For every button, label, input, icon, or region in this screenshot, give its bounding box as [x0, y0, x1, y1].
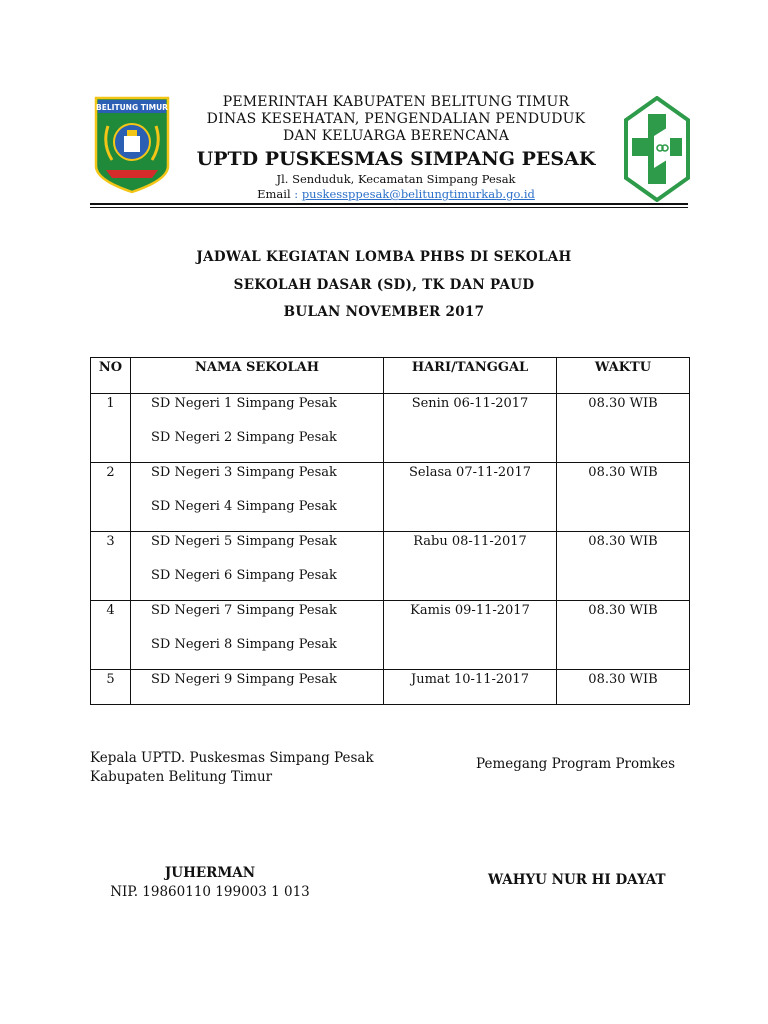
school-name: SD Negeri 4 Simpang Pesak: [151, 499, 337, 514]
col-header-time: WAKTU: [557, 358, 690, 394]
belitung-timur-logo: [94, 96, 170, 194]
row-no: 3: [91, 532, 131, 601]
row-schools: [131, 463, 384, 532]
row-schools: [131, 532, 384, 601]
row-date: Kamis 09-11-2017: [384, 601, 557, 670]
doc-title-1: JADWAL KEGIATAN LOMBA PHBS DI SEKOLAH: [196, 249, 572, 265]
schedule-table: [90, 357, 690, 705]
school-name: SD Negeri 6 Simpang Pesak: [151, 568, 337, 583]
doc-title-2: SEKOLAH DASAR (SD), TK DAN PAUD: [233, 277, 535, 293]
school-name: SD Negeri 8 Simpang Pesak: [151, 637, 337, 652]
row-schools: [131, 394, 384, 463]
email-separator: :: [294, 187, 299, 201]
gov-line-3: DAN KELUARGA BERENCANA: [282, 128, 510, 144]
header-rule-thin: [90, 207, 688, 208]
signature-right-name: WAHYU NUR HI DAYAT: [488, 872, 666, 888]
row-time: 08.30 WIB: [557, 601, 690, 670]
school-name: SD Negeri 3 Simpang Pesak: [151, 465, 337, 480]
address: Jl. Senduduk, Kecamatan Simpang Pesak: [276, 172, 516, 186]
row-no: 4: [91, 601, 131, 670]
row-date: Rabu 08-11-2017: [384, 532, 557, 601]
table-row: [91, 670, 690, 705]
row-schools: [131, 670, 384, 705]
email-link[interactable]: puskessppesak@belitungtimurkab.go.id: [301, 187, 535, 201]
school-name: SD Negeri 2 Simpang Pesak: [151, 430, 337, 445]
gov-line-2: DINAS KESEHATAN, PENGENDALIAN PENDUDUK: [206, 111, 586, 127]
logo-left-text: BELITUNG TIMUR: [96, 103, 168, 112]
org-name: UPTD PUSKESMAS SIMPANG PESAK: [196, 148, 596, 170]
signature-left-title-2: Kabupaten Belitung Timur: [90, 769, 273, 785]
row-no: 5: [91, 670, 131, 705]
doc-title-3: BULAN NOVEMBER 2017: [283, 304, 485, 320]
col-header-no: NO: [91, 358, 131, 394]
signature-left-name: JUHERMAN: [164, 865, 256, 881]
signature-left-title-1: Kepala UPTD. Puskesmas Simpang Pesak: [90, 750, 374, 766]
signature-right-title: Pemegang Program Promkes: [476, 756, 676, 772]
row-schools: [131, 601, 384, 670]
row-time: 08.30 WIB: [557, 532, 690, 601]
table-row: [91, 601, 690, 670]
row-date: Jumat 10-11-2017: [384, 670, 557, 705]
table-row: [91, 532, 690, 601]
email-line: [190, 187, 602, 202]
col-header-date: HARI/TANGGAL: [384, 358, 557, 394]
school-name: SD Negeri 7 Simpang Pesak: [151, 603, 337, 618]
table-row: [91, 463, 690, 532]
school-name: SD Negeri 1 Simpang Pesak: [151, 396, 337, 411]
row-no: 2: [91, 463, 131, 532]
row-time: 08.30 WIB: [557, 463, 690, 532]
puskesmas-logo: [624, 96, 690, 202]
signature-left-nip: NIP. 19860110 199003 1 013: [110, 884, 310, 900]
school-name: SD Negeri 5 Simpang Pesak: [151, 534, 337, 549]
row-time: 08.30 WIB: [557, 670, 690, 705]
gov-line-1: PEMERINTAH KABUPATEN BELITUNG TIMUR: [222, 94, 570, 110]
row-no: 1: [91, 394, 131, 463]
col-header-school: NAMA SEKOLAH: [131, 358, 384, 394]
header-rule-thick: [90, 203, 688, 205]
table-header-row: [91, 358, 690, 394]
letterhead: [190, 94, 602, 202]
school-name: SD Negeri 9 Simpang Pesak: [151, 672, 337, 687]
row-date: Senin 06-11-2017: [384, 394, 557, 463]
row-date: Selasa 07-11-2017: [384, 463, 557, 532]
row-time: 08.30 WIB: [557, 394, 690, 463]
signature-left-title: [90, 749, 374, 787]
table-row: [91, 394, 690, 463]
email-label: Email: [257, 187, 291, 201]
